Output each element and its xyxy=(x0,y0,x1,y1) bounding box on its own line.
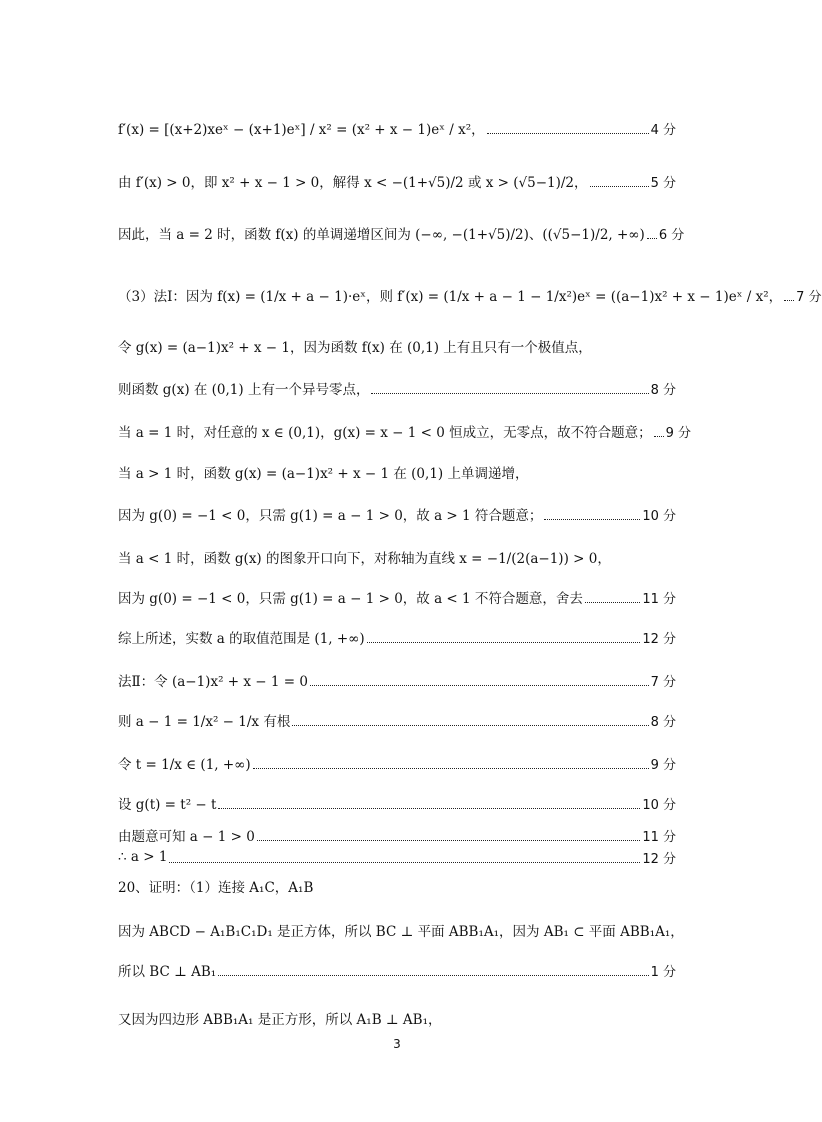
text-line xyxy=(118,334,676,358)
dot-leader xyxy=(590,186,649,187)
text-line xyxy=(118,845,676,869)
text-line xyxy=(118,169,676,193)
score-label: 8 分 xyxy=(650,382,676,398)
dot-leader xyxy=(292,725,648,726)
line-text: f′(x) = [(x+2)xeˣ − (x+1)eˣ] / x² = (x² + x − 1)eˣ / x²， xyxy=(118,122,485,138)
line-text: 20、证明：（1）连接 A₁C，A₁B xyxy=(118,880,314,896)
text-line xyxy=(118,1006,676,1030)
score-label: 12 分 xyxy=(642,631,676,647)
text-line xyxy=(118,545,676,569)
score-label: 6 分 xyxy=(658,227,685,243)
text-line xyxy=(118,585,676,609)
score-label: 11 分 xyxy=(642,829,676,845)
text-line xyxy=(118,502,676,526)
dot-leader xyxy=(544,519,640,520)
text-line xyxy=(118,874,676,898)
line-text: 因此，当 a = 2 时，函数 f(x) 的单调递增区间为 (−∞, −(1+√5)/2)、((√5−1)/2, +∞) xyxy=(118,227,645,243)
text-line xyxy=(118,221,685,245)
score-label: 10 分 xyxy=(642,508,676,524)
score-label: 5 分 xyxy=(650,175,676,191)
line-text: 所以 BC ⊥ AB₁ xyxy=(118,964,217,980)
line-text: 当 a = 1 时，对任意的 x ∈ (0,1)，g(x) = x − 1 < 0 恒成立，无零点，故不符合题意； xyxy=(118,425,652,441)
score-label: 9 分 xyxy=(665,425,692,441)
line-text: 设 g(t) = t² − t xyxy=(118,797,217,813)
text-line xyxy=(118,823,676,847)
dot-leader xyxy=(218,975,648,976)
line-text: 又因为四边形 ABB₁A₁ 是正方形，所以 A₁B ⊥ AB₁， xyxy=(118,1012,442,1028)
text-line xyxy=(118,918,684,942)
line-text: 由 f′(x) > 0，即 x² + x − 1 > 0，解得 x < −(1+√5)/2 或 x > (√5−1)/2， xyxy=(118,175,588,191)
dot-leader xyxy=(169,862,640,863)
dot-leader xyxy=(371,393,648,394)
text-line xyxy=(118,668,676,692)
line-text: 因为 g(0) = −1 < 0，只需 g(1) = a − 1 > 0，故 a > 1 符合题意； xyxy=(118,508,543,524)
dot-leader xyxy=(487,133,649,134)
score-label: 8 分 xyxy=(650,714,676,730)
dot-leader xyxy=(647,238,657,239)
score-label: 11 分 xyxy=(642,591,676,607)
text-line xyxy=(118,791,676,815)
score-label: 7 分 xyxy=(796,289,822,305)
dot-leader xyxy=(310,685,649,686)
line-text: （3）法Ⅰ：因为 f(x) = (1/x + a − 1)·eˣ，则 f′(x) = (1/x + a − 1 − 1/x²)eˣ = ((a−1)x² + x − 1)eˣ / x²， xyxy=(118,289,783,305)
line-text: 由题意可知 a − 1 > 0 xyxy=(118,829,255,845)
text-line xyxy=(118,708,676,732)
line-text: 令 t = 1/x ∈ (1, +∞) xyxy=(118,757,251,773)
dot-leader xyxy=(257,840,641,841)
line-text: 因为 g(0) = −1 < 0，只需 g(1) = a − 1 > 0，故 a < 1 不符合题意，舍去 xyxy=(118,591,583,607)
score-label: 9 分 xyxy=(650,757,676,773)
text-line xyxy=(118,751,676,775)
line-text: 则函数 g(x) 在 (0,1) 上有一个异号零点， xyxy=(118,382,370,398)
text-line xyxy=(118,460,676,484)
dot-leader xyxy=(218,808,640,809)
text-line xyxy=(118,376,676,400)
text-line xyxy=(118,283,822,307)
line-text: ∴ a > 1 xyxy=(118,849,168,865)
text-line xyxy=(118,625,676,649)
score-label: 7 分 xyxy=(650,674,676,690)
line-text: 当 a > 1 时，函数 g(x) = (a−1)x² + x − 1 在 (0,1) 上单调递增， xyxy=(118,466,529,482)
dot-leader xyxy=(585,602,640,603)
score-label: 12 分 xyxy=(642,851,676,867)
score-label: 1 分 xyxy=(650,964,676,980)
line-text: 当 a < 1 时，函数 g(x) 的图象开口向下，对称轴为直线 x = −1/(2(a−1)) > 0， xyxy=(118,551,611,567)
text-line xyxy=(118,958,676,982)
line-text: 则 a − 1 = 1/x² − 1/x 有根 xyxy=(118,714,291,730)
line-text: 法Ⅱ：令 (a−1)x² + x − 1 = 0 xyxy=(118,674,308,690)
dot-leader xyxy=(367,642,641,643)
line-text: 综上所述，实数 a 的取值范围是 (1, +∞) xyxy=(118,631,365,647)
score-label: 10 分 xyxy=(642,797,676,813)
score-label: 4 分 xyxy=(650,122,676,138)
line-text: 令 g(x) = (a−1)x² + x − 1，因为函数 f(x) 在 (0,1) 上有且只有一个极值点， xyxy=(118,340,592,356)
text-line xyxy=(118,419,692,443)
text-line xyxy=(118,116,676,140)
line-text: 因为 ABCD − A₁B₁C₁D₁ 是正方体，所以 BC ⊥ 平面 ABB₁A₁，因为 AB₁ ⊂ 平面 ABB₁A₁， xyxy=(118,924,684,940)
dot-leader xyxy=(654,436,664,437)
dot-leader xyxy=(253,768,649,769)
dot-leader xyxy=(784,300,794,301)
page-number: 3 xyxy=(393,1037,401,1051)
